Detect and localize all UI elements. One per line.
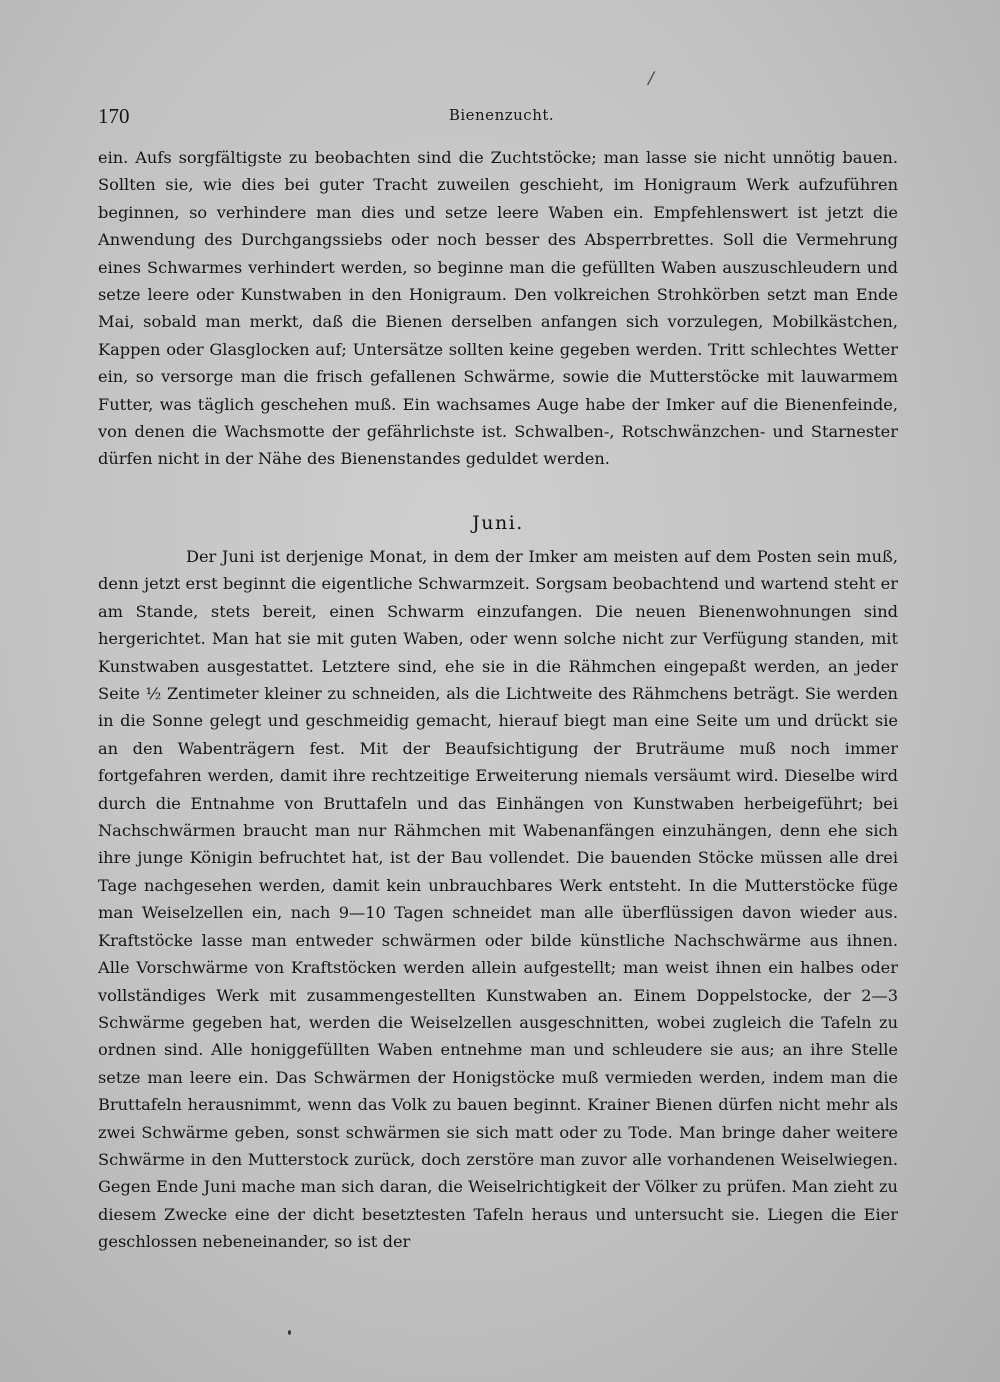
page-number: 170 — [98, 104, 130, 128]
margin-pencil-mark: / — [646, 67, 656, 90]
running-title: Bienenzucht. — [448, 106, 555, 124]
paragraph-continuation: ein. Aufs sorgfältigste zu beobachten sind die Zuchtstöcke; man lasse sie nicht unnötig bauen. Sollten sie, wie dies bei guter Tracht zuweilen geschieht, im Honigraum Werk aufzuführen beginnen, so verhindere man dies und setze leere Waben ein. Empfehlenswert ist jetzt die Anwendung des Durchgangssiebs oder noch besser des Absperrbrettes. Soll die Vermehrung eines Schwarmes verhindert werden, so beginne man die gefüllten Waben auszuschleudern und setze leere oder Kunstwaben in den Honigraum. Den volkreichen Strohkörben setzt man Ende Mai, sobald man merkt, daß die Bienen derselben anfangen sich vorzulegen, Mobilkästchen, Kappen oder Glasglocken auf; Untersätze sollten keine gegeben werden. Tritt schlechtes Wetter ein, so versorge man die frisch gefallenen Schwärme, sowie die Mutterstöcke mit lauwarmem Futter, was täglich geschehen muß. Ein wachsames Auge habe der Imker auf die Bienenfeinde, von denen die Wachsmotte der gefährlichste ist. Schwalben-, Rotschwänzchen- und Starnester dürfen nicht in der Nähe des Bienenstandes geduldet werden. — [98, 148, 898, 469]
paragraph-june: Der Juni ist derjenige Monat, in dem der Imker am meisten auf dem Posten sein muß, denn jetzt erst beginnt die eigentliche Schwarmzeit. Sorgsam beobachtend und wartend steht er am Stande, stets bereit, einen Schwarm einzufangen. Die neuen Bienenwohnungen sind hergerichtet. Man hat sie mit guten Waben, oder wenn solche nicht zur Verfügung standen, mit Kunstwaben ausgestattet. Letztere sind, ehe sie in die Rähmchen eingepaßt werden, an jeder Seite ½ Zentimeter kleiner zu schneiden, als die Lichtweite des Rähmchens beträgt. Sie werden in die Sonne gelegt und geschmeidig gemacht, hierauf biegt man eine Seite um und drückt sie an den Wabenträgern fest. Mit der Beaufsichtigung der Bruträume muß noch immer fortgefahren werden, damit ihre rechtzeitige Erweiterung niemals versäumt wird. Dieselbe wird durch die Entnahme von Bruttafeln und das Einhängen von Kunstwaben herbeigeführt; bei Nachschwärmen braucht man nur Rähmchen mit Wabenanfängen einzuhängen, denn ehe sich ihre junge Königin befruchtet hat, ist der Bau vollendet. Die bauenden Stöcke müssen alle drei Tage nachgesehen werden, damit kein unbrauchbares Werk entsteht. In die Mutterstöcke füge man Weiselzellen ein, nach 9—10 Tagen schneidet man alle überflüssigen davon wieder aus. Kraftstöcke lasse man entweder schwärmen oder bilde künstliche Nachschwärme aus ihnen. Alle Vorschwärme von Kraftstöcken werden allein aufgestellt; man weist ihnen ein halbes oder vollständiges Werk mit zusammengestellten Kunstwaben an. Einem Doppelstocke, der 2—3 Schwärme gegeben hat, werden die Weiselzellen ausgeschnitten, wobei zugleich die Tafeln zu ordnen sind. Alle honiggefüllten Waben entnehme man und schleudere sie aus; an ihre Stelle setze man leere ein. Das Schwärmen der Honigstöcke muß vermieden werden, indem man die Bruttafeln herausnimmt, wenn das Volk zu bauen beginnt. Krainer Bienen dürfen nicht mehr als zwei Schwärme geben, sonst schwärmen sie sich matt oder zu Tode. Man bringe daher weitere Schwärme in den Mutterstock zurück, doch zerstöre man zuvor alle vorhandenen Weiselwiegen. Gegen Ende Juni mache man sich daran, die Weiselrichtigkeit der Völker zu prüfen. Man zieht zu diesem Zwecke eine der dicht besetztesten Tafeln heraus und untersucht sie. Liegen die Eier geschlossen nebeneinander, so ist der — [98, 547, 898, 1252]
paper-speck — [288, 1330, 291, 1335]
section-heading: Juni. — [472, 512, 524, 534]
running-head — [98, 104, 905, 134]
